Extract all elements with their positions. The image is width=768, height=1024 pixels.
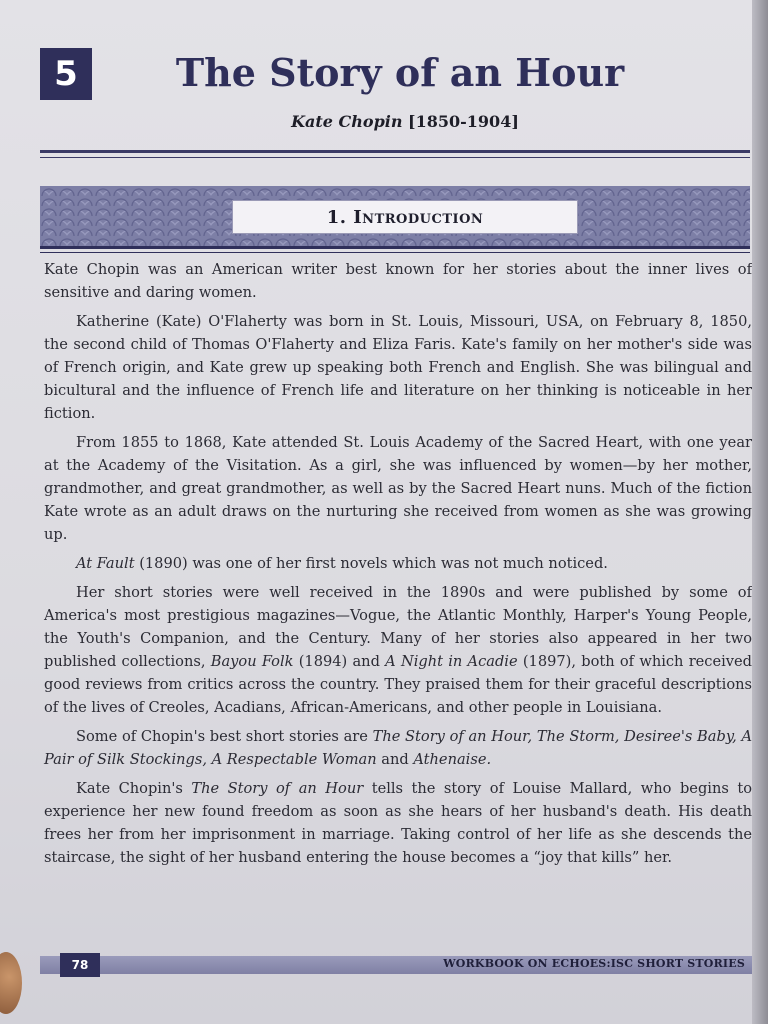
- story-title-athenaise: Athenaise.: [413, 751, 492, 768]
- paragraph-5-text-a: Her short stories were well received in the 1890s and were published by some of America's most prestigious magazines—Vogue, the Atlantic Monthly, Harper's Young People, the Youth's Companion, and the Century. Many of her stories also appeared in her two published collections,: [44, 584, 752, 670]
- paragraph-5-text-c: (1897), both of which received good reviews from critics across the country. They praised them for their graceful descriptions of the lives of Creoles, Acadians, African-Americans, and other people in Louisiana.: [44, 653, 753, 716]
- chapter-number-badge: 5: [40, 48, 92, 100]
- paragraph-6-text-a: Some of Chopin's best short stories are: [76, 728, 373, 745]
- page-edge-shadow: [752, 0, 768, 1024]
- story-titles: The Story of an Hour, The Storm, Desiree's Baby, A Pair of Silk Stockings, A Respectable Woman: [44, 728, 752, 768]
- paragraph-7-text-a: Kate Chopin's: [76, 780, 192, 797]
- author-line: [200, 112, 610, 131]
- title-rule-thick: [40, 150, 750, 153]
- footer-book-title: WORKBOOK ON ECHOES:ISC SHORT STORIES: [443, 957, 745, 970]
- story-title: The Story of an Hour: [191, 780, 364, 797]
- paragraph-4-text: (1890) was one of her first novels which was not much noticed.: [134, 555, 608, 572]
- title-rule-thin: [40, 157, 750, 158]
- author-dates: [1850-1904]: [408, 112, 519, 131]
- page-number: 78: [60, 953, 100, 977]
- introduction-body: [44, 258, 752, 875]
- collection-title-1: Bayou Folk: [210, 653, 294, 670]
- author-name: Kate Chopin: [291, 112, 403, 131]
- paragraph-5-text-b: (1894) and: [293, 653, 386, 670]
- section-heading: 1. Introduction: [232, 200, 578, 234]
- novel-title: At Fault: [76, 555, 135, 572]
- paragraph-4: [44, 552, 752, 575]
- collection-title-2: A Night in Acadie: [385, 653, 518, 670]
- section-band-underline: [40, 252, 750, 253]
- paragraph-5: [44, 581, 752, 719]
- paragraph-2: Katherine (Kate) O'Flaherty was born in St. Louis, Missouri, USA, on February 8, 1850, the second child of Thomas O'Flaherty and Eliza Faris. Kate's family on her mother's side was of French origin, and Kate grew up speaking both French and English. She was bilingual and bicultural and the influence of French life and literature on her thinking is noticeable in her fiction.: [44, 313, 752, 422]
- paragraph-1: Kate Chopin was an American writer best known for her stories about the inner lives of sensitive and daring women.: [44, 261, 752, 301]
- paragraph-7-text-b: tells the story of Louise Mallard, who begins to experience her new found freedom as soon as she hears of her husband's death. His death frees her from her imprisonment in marriage. Taking control of her life as she descends the staircase, the sight of her husband entering the house becomes a “joy that kills” her.: [44, 780, 752, 866]
- paragraph-6: [44, 725, 752, 771]
- paragraph-7: [44, 777, 752, 869]
- paragraph-3: From 1855 to 1868, Kate attended St. Louis Academy of the Sacred Heart, with one year at the Academy of the Visitation. As a girl, she was influenced by women—by her mother, grandmother, and great grandmother, as well as by the Sacred Heart nuns. Much of the fiction Kate wrote as an adult draws on the nurturing she received from women as she was growing up.: [44, 434, 752, 543]
- chapter-title: The Story of an Hour: [175, 50, 625, 95]
- paragraph-6-text-b: and: [376, 751, 414, 768]
